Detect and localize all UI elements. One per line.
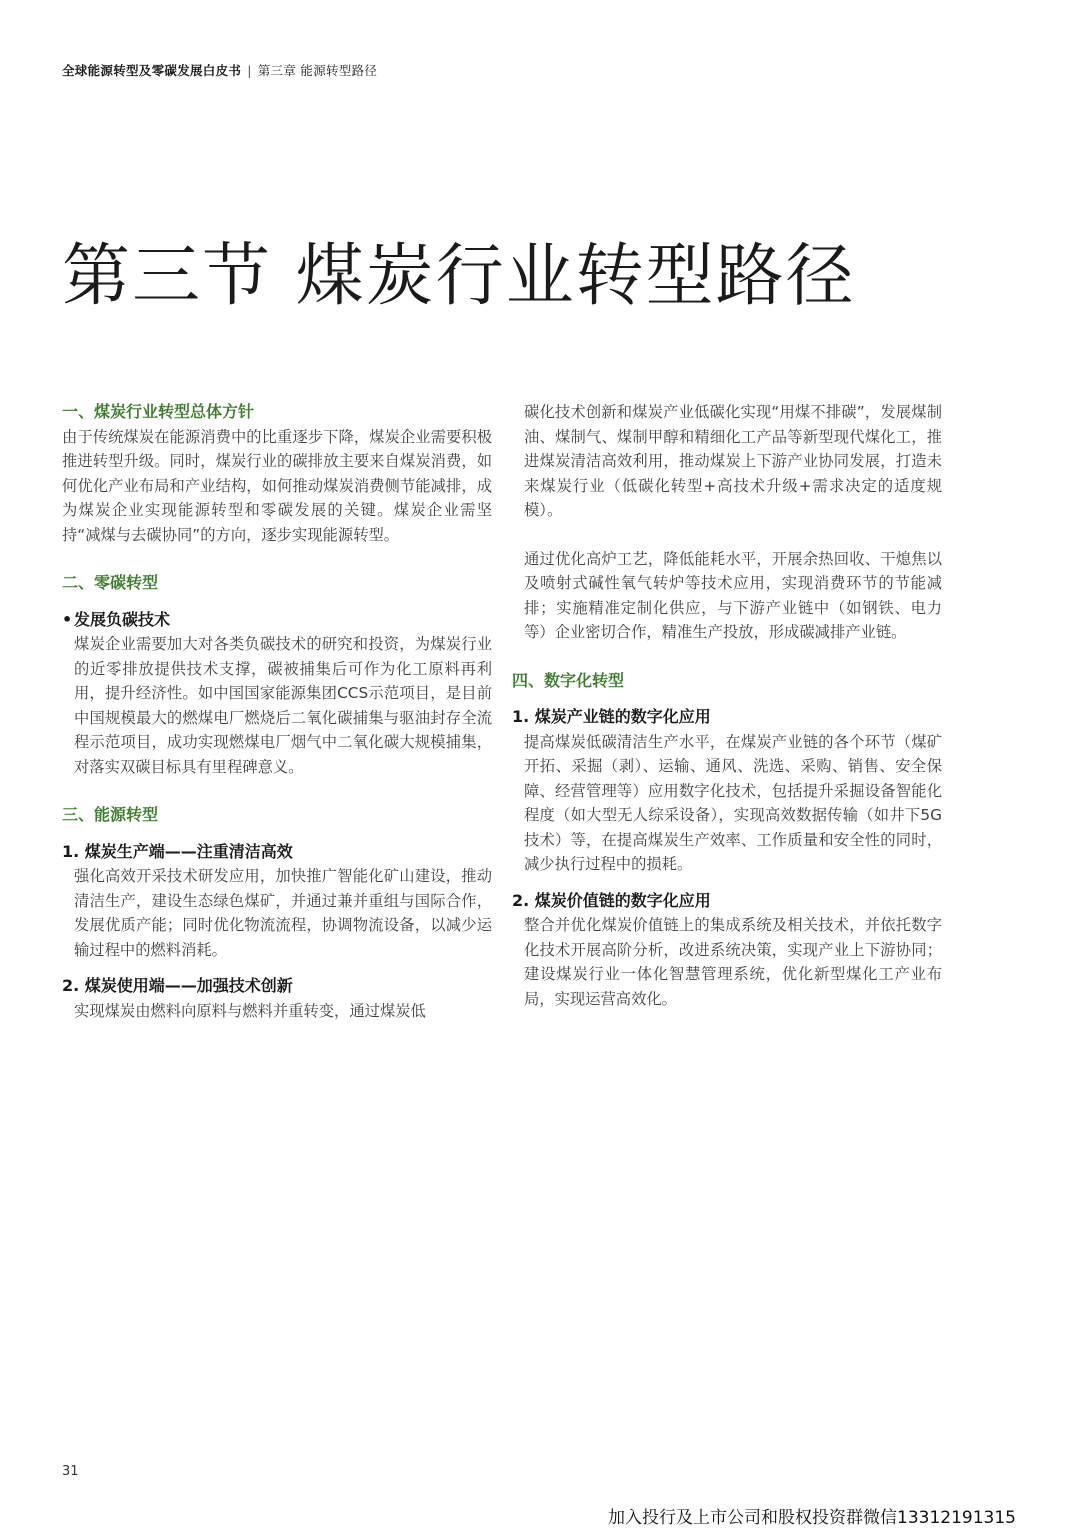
bullet-body: 煤炭企业需要加大对各类负碳技术的研究和投资，为煤炭行业的近零排放提供技术支撑，碳被捕集后可作为化工原料再利用，提升经济性。如中国国家能源集团CCS示范项目，是目前中国规模最大的燃煤电厂燃烧后二氧化碳捕集与驱油封存全流程示范项目，成功实现燃煤电厂烟气中二氧化碳大规模捕集，对落实双碳目标具有里程碑意义。 [74,635,492,776]
bullet-title [62,608,492,633]
header-chapter: 第三章 能源转型路径 [257,63,378,78]
bullet-title-text: 发展负碳技术 [74,609,171,629]
section-heading-1: 一、煤炭行业转型总体方针 [62,402,255,421]
subsection-body-value-chain: 整合并优化煤炭价值链上的集成系统及相关技术，并依托数字化技术开展高阶分析，改进系统决策，实现产业上下游协同；建设煤炭行业一体化智慧管理系统，优化新型煤化工产业布局，实现运营高效化。 [524,916,942,1008]
left-column [62,400,492,1023]
subsection-body-production: 强化高效开采技术研发应用，加快推广智能化矿山建设，推动清洁生产，建设生态绿色煤矿，并通过兼并重组与国际合作，发展优质产能；同时优化物流流程，协调物流设备，以减少运输过程中的燃料消耗。 [74,867,492,959]
subsection-title-industry-chain: 1. 煤炭产业链的数字化应用 [512,707,711,726]
right-column [512,400,942,1011]
section-1-body: 由于传统煤炭在能源消费中的比重逐步下降，煤炭企业需要积极推进转型升级。同时，煤炭行业的碳排放主要来自煤炭消费，如何优化产业布局和产业结构，如何推动煤炭消费侧节能减排，成为煤炭企业实现能源转型和零碳发展的关键。煤炭企业需坚持“减煤与去碳协同”的方向，逐步实现能源转型。 [62,427,492,544]
subsection-title-value-chain: 2. 煤炭价值链的数字化应用 [512,890,711,910]
subsection-title-production: 1. 煤炭生产端——注重清洁高效 [62,841,293,861]
section-heading-3: 三、能源转型 [62,805,159,824]
running-header [62,61,377,79]
subsection-title-usage: 2. 煤炭使用端——加强技术创新 [62,976,293,995]
bullet-marker: • [62,609,73,629]
page-number: 31 [62,1464,79,1479]
subsection-body-industry-chain: 提高煤炭低碳清洁生产水平，在煤炭产业链的各个环节（煤矿开拓、采掘（剥）、运输、通风、洗选、采购、销售、安全保障、经营管理等）应用数字化技术，包括提升采掘设备智能化程度（如大型无人综采设备），实现高效数据传输（如井下5G技术）等，在提高煤炭生产效率、工作质量和安全性的同时，减少执行过程中的损耗。 [524,732,942,873]
section-heading-4: 四、数字化转型 [512,670,625,690]
header-separator: | [247,63,252,78]
footer-promo: 加入投行及上市公司和股权投资群微信13312191315 [608,1508,1016,1528]
usage-body-second: 通过优化高炉工艺，降低能耗水平，开展余热回收、干熄焦以及喷射式碱性氧气转炉等技术应用，实现消费环节的节能减排；实施精准定制化供应，与下游产业链中（如钢铁、电力等）企业密切合作，精准生产投放，形成碳减排产业链。 [524,549,942,641]
section-heading-2: 二、零碳转型 [62,573,159,592]
header-doc-title: 全球能源转型及零碳发展白皮书 [62,63,242,78]
page-title: 第三节 煤炭行业转型路径 [62,237,856,316]
subsection-body-usage: 实现煤炭由燃料向原料与燃料并重转变，通过煤炭低 [74,1001,426,1020]
usage-body-continued: 碳化技术创新和煤炭产业低碳化实现“用煤不排碳”，发展煤制油、煤制气、煤制甲醇和精细化工产品等新型现代煤化工，推进煤炭清洁高效利用，推动煤炭上下游产业协同发展，打造未来煤炭行业（低碳化转型+高技术升级+需求决定的适度规模）。 [524,403,942,519]
